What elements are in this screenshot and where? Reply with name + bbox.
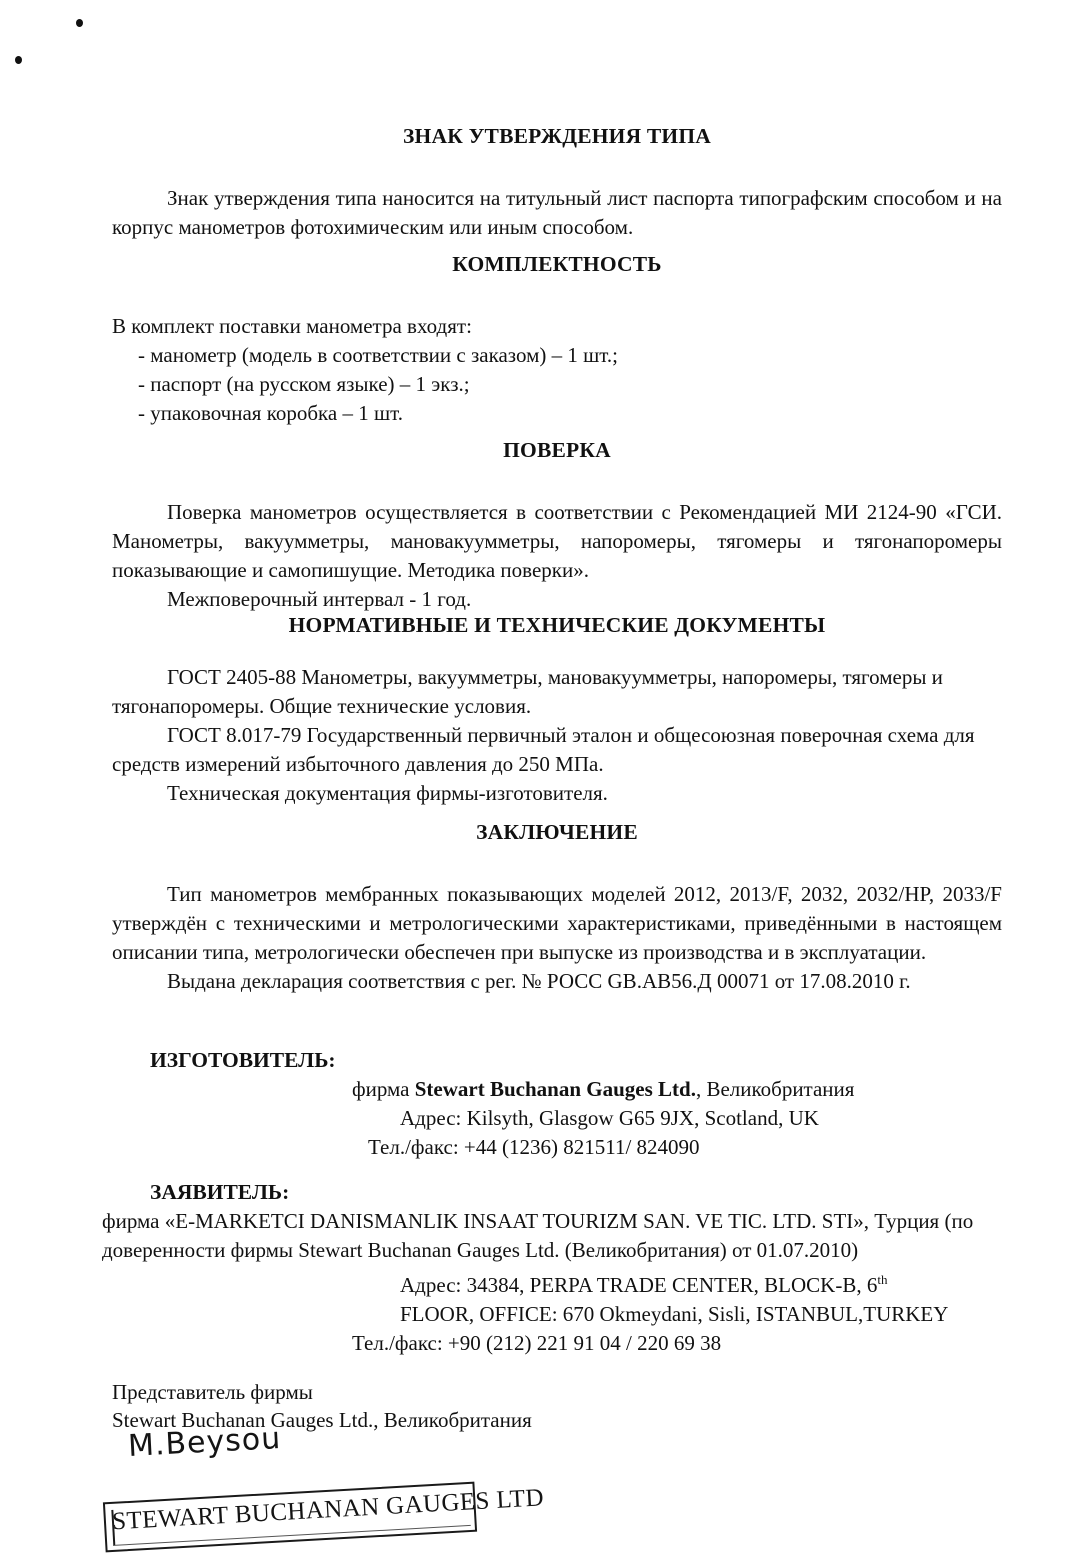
section-completeness <box>112 252 1002 428</box>
list-intro: В комплект поставки манометра входят: <box>112 313 472 338</box>
paragraph: Тип манометров мембранных показывающих моделей 2012, 2013/F, 2032, 2032/HP, 2033/F утверждён с техническими и метрологическими характеристиками, приведёнными в настоящем описании типа, метрологически обеспечен при выпуске из производства и в эксплуатации. <box>112 881 1002 964</box>
paragraph: Межповерочный интервал - 1 год. <box>167 586 472 611</box>
applicant-line-1: фирма «E-MARKETCI DANISMANLIK INSAAT TOURIZM SAN. VE TIC. LTD. STI», Турция (по <box>102 1209 974 1233</box>
manufacturer-label: ИЗГОТОВИТЕЛЬ: <box>150 1048 336 1072</box>
list-item: - паспорт (на русском языке) – 1 экз.; <box>138 371 470 396</box>
applicant-phone: Тел./факс: +90 (212) 221 91 04 / 220 69 38 <box>352 1331 722 1355</box>
section-normative-documents <box>112 613 1002 808</box>
ink-speck-icon <box>76 19 83 27</box>
company-stamp-text: STEWART BUCHANAN GAUGES LTD <box>111 1484 545 1536</box>
manufacturer-country: , Великобритания <box>695 1077 855 1101</box>
manufacturer-name: Stewart Buchanan Gauges Ltd. <box>414 1077 696 1101</box>
manufacturer-name-line <box>112 1075 1002 1104</box>
paragraph: Знак утверждения типа наносится на титульный лист паспорта типографским способом и на корпус манометров фотохимическим или иным способом. <box>112 185 1002 239</box>
ink-speck-icon <box>15 56 22 64</box>
paragraph: ГОСТ 2405-88 Манометры, вакуумметры, мановакуумметры, напоромеры, тягомеры и тягонапоромеры. Общие технические условия. <box>112 664 943 718</box>
representative-title: Представитель фирмы <box>112 1380 313 1404</box>
paragraph: Техническая документация фирмы-изготовителя. <box>167 780 608 805</box>
manufacturer-prefix: фирма <box>352 1077 415 1101</box>
section-title: НОРМАТИВНЫЕ И ТЕХНИЧЕСКИЕ ДОКУМЕНТЫ <box>288 613 826 637</box>
applicant-block <box>102 1178 1002 1358</box>
paragraph: Выдана декларация соответствия с рег. № РОСС GB.АВ56.Д 00071 от 17.08.2010 г. <box>167 968 911 993</box>
section-verification <box>112 438 1002 614</box>
applicant-address-text: Адрес: 34384, PERPA TRADE CENTER, BLOCK-B, 6 <box>400 1273 878 1297</box>
applicant-address-line-1 <box>112 1265 1002 1300</box>
list-item: - упаковочная коробка – 1 шт. <box>138 400 403 425</box>
section-title: ПОВЕРКА <box>503 438 611 462</box>
section-type-approval-mark <box>112 124 1002 242</box>
representative-company: Stewart Buchanan Gauges Ltd., Великобритания <box>112 1408 532 1432</box>
section-conclusion <box>112 820 1002 996</box>
applicant-label: ЗАЯВИТЕЛЬ: <box>150 1180 290 1204</box>
applicant-address-line-2: FLOOR, OFFICE: 670 Okmeydani, Sisli, ISTANBUL,TURKEY <box>400 1302 949 1326</box>
paragraph: Поверка манометров осуществляется в соответствии с Рекомендацией МИ 2124-90 «ГСИ. Манометры, вакуумметры, мановакуумметры, напоромеры, тягомеры и тягонапоромеры показывающие и самопишущие. Методика поверки». <box>112 499 1002 582</box>
ordinal-suffix: th <box>877 1272 888 1287</box>
applicant-line-2: доверенности фирмы Stewart Buchanan Gauges Ltd. (Великобритания) от 01.07.2010) <box>102 1238 859 1262</box>
section-title: КОМПЛЕКТНОСТЬ <box>452 252 662 276</box>
manufacturer-address: Адрес: Kilsyth, Glasgow G65 9JX, Scotland, UK <box>400 1106 819 1130</box>
handwritten-signature: M.Beysou <box>127 1421 283 1464</box>
manufacturer-phone: Тел./факс: +44 (1236) 821511/ 824090 <box>368 1135 700 1159</box>
manufacturer-block <box>112 1046 1002 1162</box>
section-title: ЗНАК УТВЕРЖДЕНИЯ ТИПА <box>403 124 711 148</box>
section-title: ЗАКЛЮЧЕНИЕ <box>476 820 638 844</box>
paragraph: ГОСТ 8.017-79 Государственный первичный эталон и общесоюзная поверочная схема для средств измерений избыточного давления до 250 МПа. <box>112 722 975 776</box>
list-item: - манометр (модель в соответствии с заказом) – 1 шт.; <box>138 342 618 367</box>
